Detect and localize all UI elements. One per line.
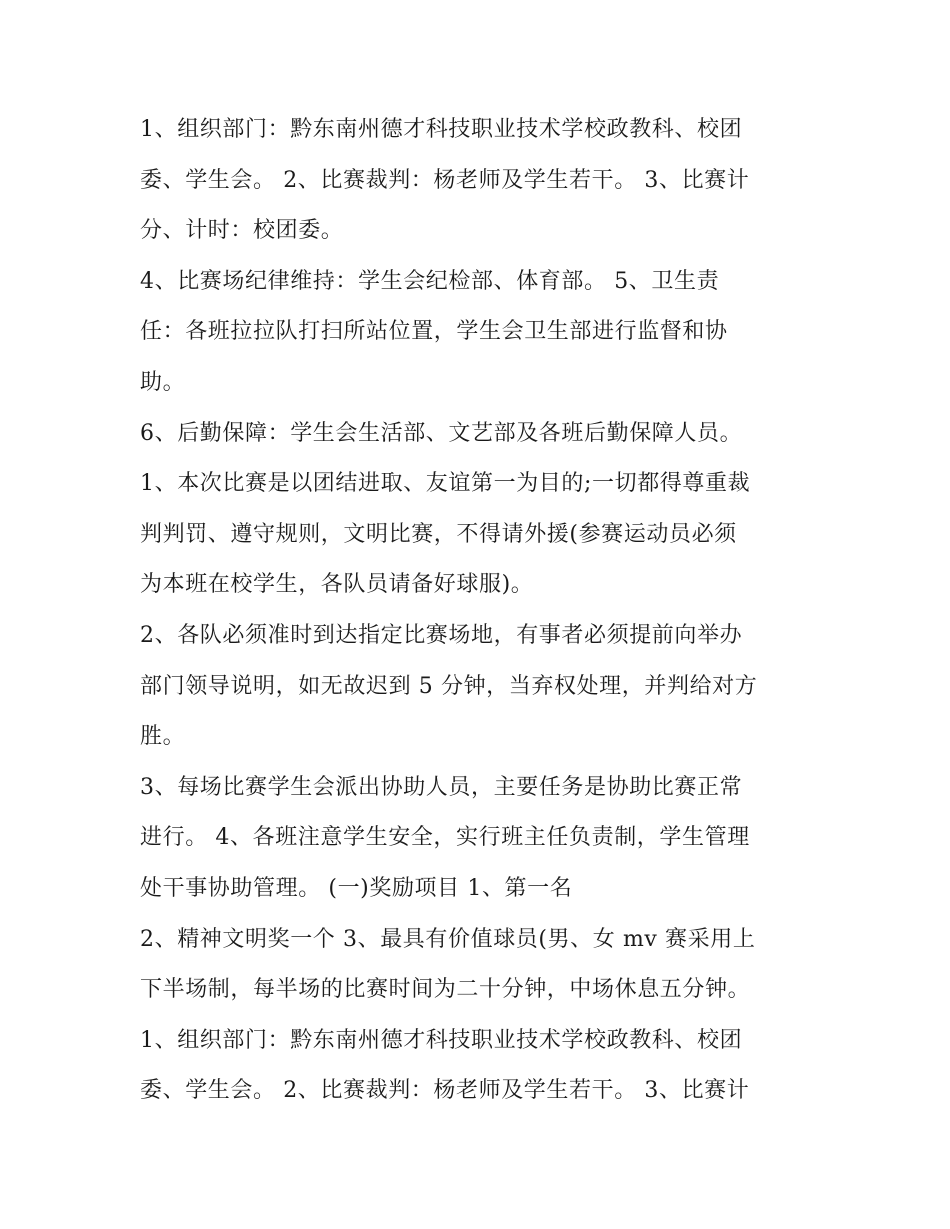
text-line: 处干事协助管理。 (一)奖励项目 1、第一名	[140, 875, 573, 901]
text-line: 委、学生会。 2、比赛裁判：杨老师及学生若干。 3、比赛计	[140, 1078, 750, 1104]
text-line: 进行。 4、各班注意学生安全，实行班主任负责制，学生管理	[140, 825, 750, 851]
text-line: 分、计时：校团委。	[140, 218, 344, 244]
text-line: 判判罚、遵守规则，文明比赛，不得请外援(参赛运动员必须	[140, 521, 737, 547]
text-line: 部门领导说明，如无故迟到 5 分钟，当弃权处理，并判给对方	[140, 673, 758, 699]
text-line: 2、精神文明奖一个 3、最具有价值球员(男、女 mv 赛采用上	[140, 926, 756, 952]
document-body	[140, 105, 820, 1117]
text-line: 助。	[140, 369, 186, 395]
text-line: 6、后勤保障：学生会生活部、文艺部及各班后勤保障人员。	[140, 420, 743, 446]
text-line: 1、组织部门：黔东南州德才科技职业技术学校政教科、校团	[140, 117, 743, 142]
text-line: 1、本次比赛是以团结进取、友谊第一为目的;一切都得尊重裁	[140, 471, 751, 497]
text-line: 2、各队必须准时到达指定比赛场地，有事者必须提前向举办	[140, 622, 743, 648]
text-line: 为本班在校学生，各队员请备好球服)。	[140, 572, 534, 598]
text-line: 任：各班拉拉队打扫所站位置，学生会卫生部进行监督和协	[140, 319, 728, 345]
text-line: 胜。	[140, 724, 186, 750]
text-line: 3、每场比赛学生会派出协助人员，主要任务是协助比赛正常	[140, 774, 743, 800]
text-line: 1、组织部门：黔东南州德才科技职业技术学校政教科、校团	[140, 1027, 743, 1053]
text-line: 下半场制，每半场的比赛时间为二十分钟，中场休息五分钟。	[140, 977, 751, 1003]
text-line: 委、学生会。 2、比赛裁判：杨老师及学生若干。 3、比赛计	[140, 167, 750, 193]
text-line: 4、比赛场纪律维持：学生会纪检部、体育部。 5、卫生责	[140, 268, 720, 294]
